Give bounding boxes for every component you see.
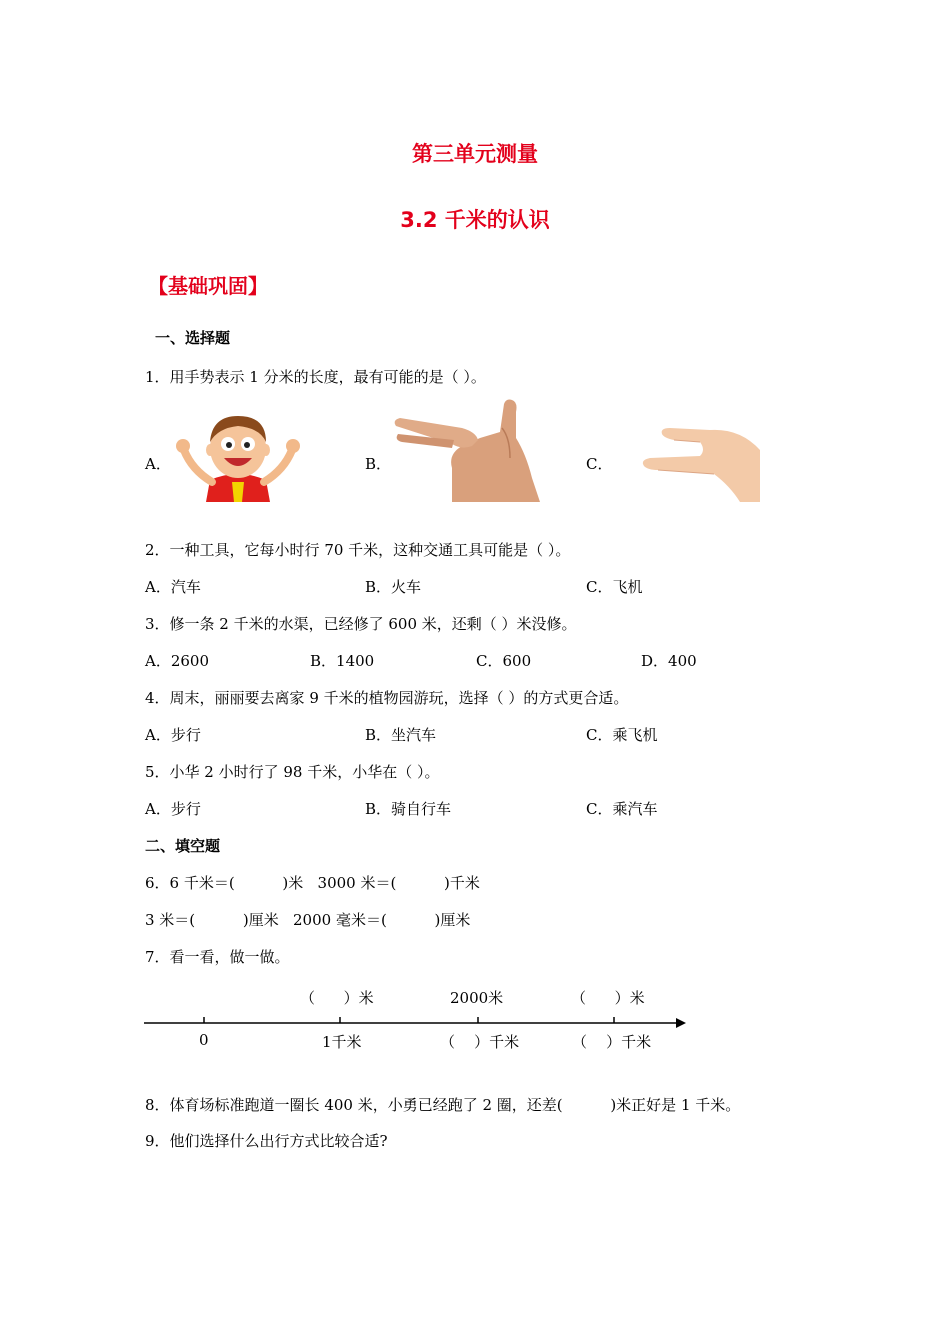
question-6-line1: 6．6 千米＝( )米 3000 米＝( )千米 xyxy=(145,874,480,892)
q4-option-c: C．乘飞机 xyxy=(586,726,658,744)
q2-option-c: C．飞机 xyxy=(586,578,643,596)
q2-option-b: B．火车 xyxy=(365,578,422,596)
nl-top-label-2: 2000米 xyxy=(450,989,504,1007)
q1-option-b: B． xyxy=(365,455,392,473)
section-title: 【基础巩固】 xyxy=(148,274,268,298)
nl-bottom-label-0: 0 xyxy=(199,1031,209,1049)
question-3: 3．修一条 2 千米的水渠，已经修了 600 米，还剩（ ）米没修。 xyxy=(145,615,577,633)
nl-bottom-label-3: （ ）千米 xyxy=(572,1033,652,1051)
part2-title: 二、填空题 xyxy=(145,837,221,855)
question-1: 1．用手势表示 1 分米的长度，最有可能的是（ ）。 xyxy=(145,368,486,386)
number-line-arrow xyxy=(676,1018,686,1028)
q5-option-c: C．乘汽车 xyxy=(586,800,658,818)
unit-title: 第三单元测量 xyxy=(412,142,538,166)
q4-option-a: A．步行 xyxy=(145,726,201,744)
question-9: 9．他们选择什么出行方式比较合适? xyxy=(145,1132,388,1150)
q2-option-a: A．汽车 xyxy=(145,578,201,596)
question-4: 4．周末，丽丽要去离家 9 千米的植物园游玩，选择（ ）的方式更合适。 xyxy=(145,689,629,707)
part1-title: 一、选择题 xyxy=(155,329,231,347)
question-6-line2: 3 米＝( )厘米 2000 毫米＝( )厘米 xyxy=(145,911,471,929)
q5-option-a: A．步行 xyxy=(145,800,201,818)
q1-option-a: A． xyxy=(145,455,171,473)
hand-pinch-small-image xyxy=(630,420,760,502)
boy-arms-spread-image xyxy=(172,410,304,502)
q3-option-d: D．400 xyxy=(641,652,697,670)
q4-option-b: B．坐汽车 xyxy=(365,726,437,744)
q3-option-b: B．1400 xyxy=(310,652,375,670)
question-8: 8．体育场标准跑道一圈长 400 米，小勇已经跑了 2 圈，还差( )米正好是 1 千米。 xyxy=(145,1096,741,1114)
question-2: 2．一种工具，它每小时行 70 千米，这种交通工具可能是（ ）。 xyxy=(145,541,571,559)
q5-option-b: B．骑自行车 xyxy=(365,800,452,818)
lesson-title: 3.2 千米的认识 xyxy=(400,208,550,232)
q3-option-c: C．600 xyxy=(476,652,532,670)
nl-bottom-label-1: 1千米 xyxy=(322,1033,362,1051)
nl-top-label-3: （ ）米 xyxy=(571,989,645,1007)
hand-thumb-index-wide-image xyxy=(392,398,542,502)
nl-top-label-1: （ ）米 xyxy=(300,989,374,1007)
question-7: 7．看一看，做一做。 xyxy=(145,948,290,966)
question-5: 5．小华 2 小时行了 98 千米，小华在（ ）。 xyxy=(145,763,440,781)
q3-option-a: A．2600 xyxy=(145,652,210,670)
nl-bottom-label-2: （ ）千米 xyxy=(440,1033,520,1051)
q1-option-c: C． xyxy=(586,455,613,473)
